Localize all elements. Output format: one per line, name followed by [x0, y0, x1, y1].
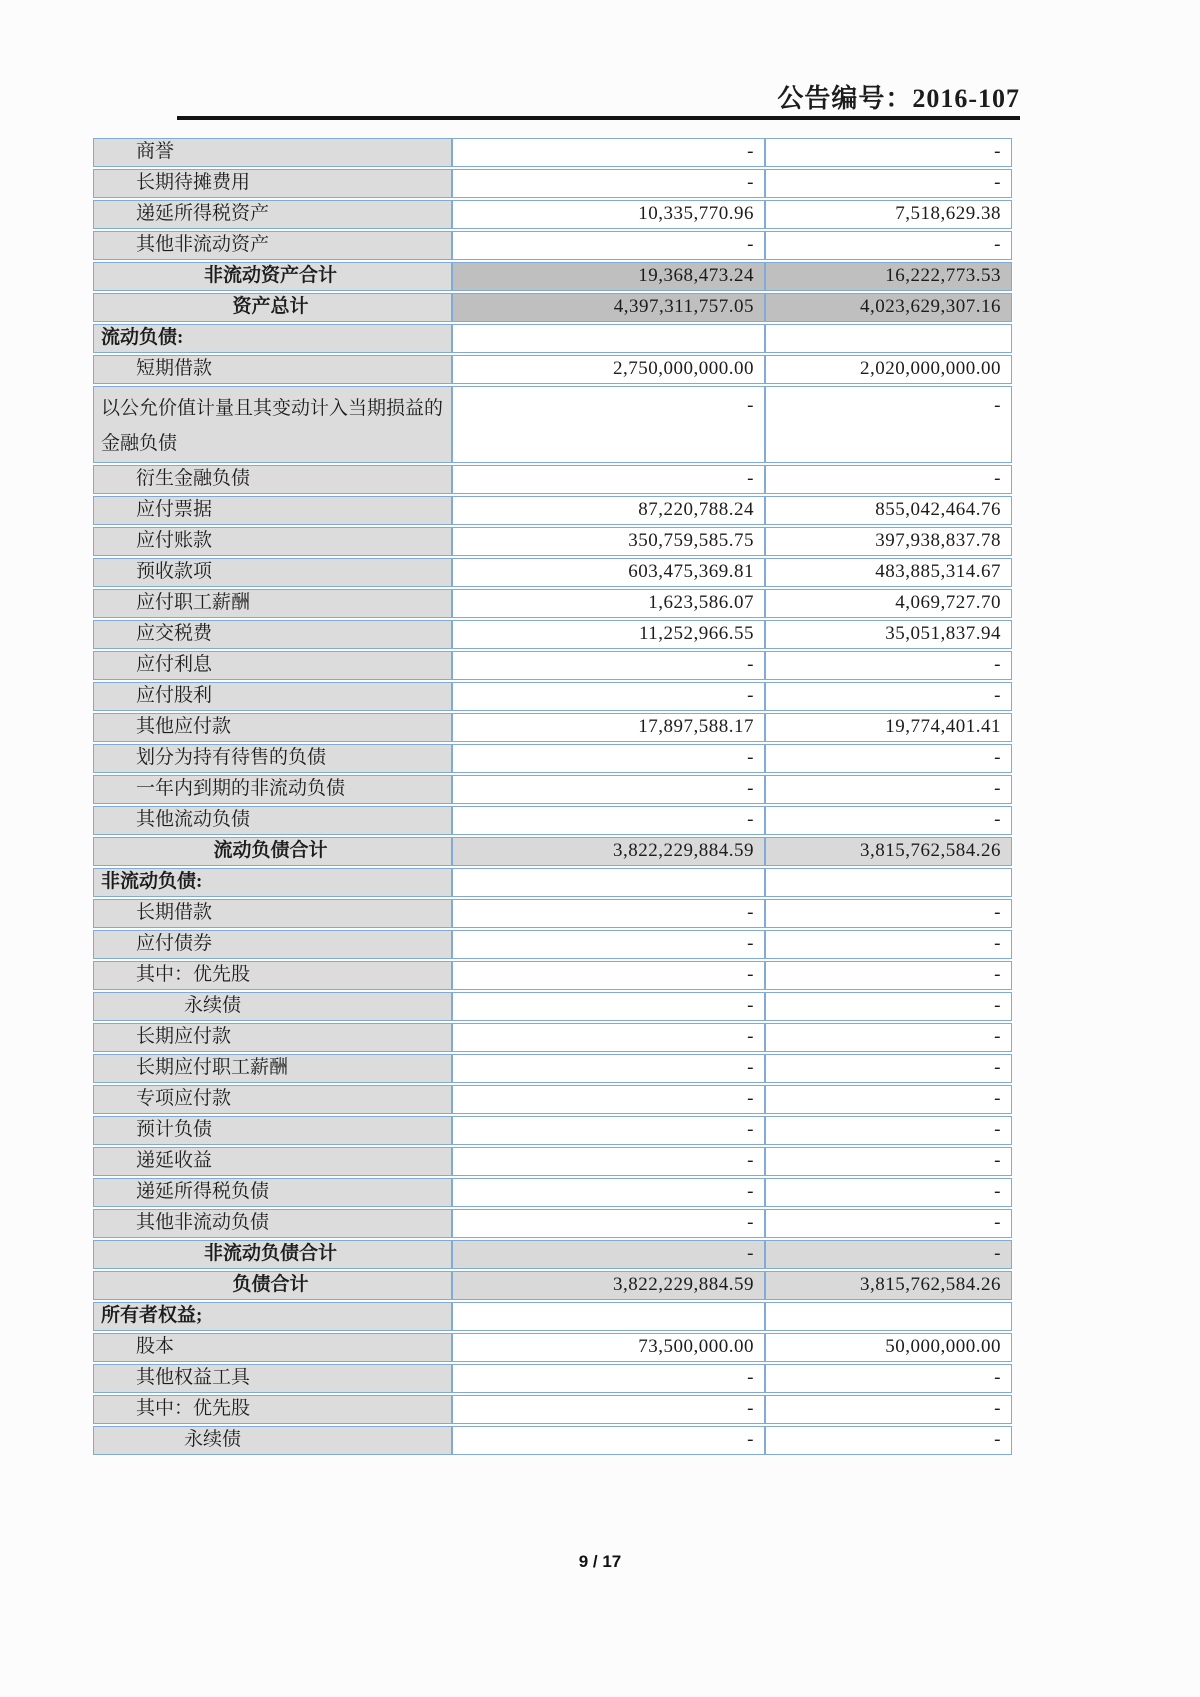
row-label: 应付票据: [93, 496, 452, 525]
row-label: 应付利息: [93, 651, 452, 680]
table-row: [93, 682, 1012, 711]
prior-period-value: -: [765, 806, 1012, 835]
prior-period-value: 16,222,773.53: [765, 262, 1012, 291]
table-row: [93, 527, 1012, 556]
prior-period-value: 3,815,762,584.26: [765, 837, 1012, 866]
row-label: 一年内到期的非流动负债: [93, 775, 452, 804]
prior-period-value: -: [765, 169, 1012, 198]
prior-period-value: -: [765, 992, 1012, 1021]
row-label: 应交税费: [93, 620, 452, 649]
table-row: [93, 930, 1012, 959]
prior-period-value: 397,938,837.78: [765, 527, 1012, 556]
table-row: [93, 1023, 1012, 1052]
row-label: 应付账款: [93, 527, 452, 556]
current-period-value: 3,822,229,884.59: [452, 1271, 765, 1300]
current-period-value: [452, 324, 765, 353]
current-period-value: -: [452, 1209, 765, 1238]
row-label: 专项应付款: [93, 1085, 452, 1114]
row-label: 其他流动负债: [93, 806, 452, 835]
row-label: 以公允价值计量且其变动计入当期损益的金融负债: [93, 386, 452, 463]
prior-period-value: -: [765, 465, 1012, 494]
current-period-value: -: [452, 138, 765, 167]
table-row: [93, 1054, 1012, 1083]
table-row: [93, 1178, 1012, 1207]
row-label: 永续债: [93, 1426, 452, 1455]
table-row: [93, 355, 1012, 384]
prior-period-value: -: [765, 138, 1012, 167]
current-period-value: -: [452, 1116, 765, 1145]
prior-period-value: -: [765, 1147, 1012, 1176]
table-row: [93, 1395, 1012, 1424]
row-label: 其他应付款: [93, 713, 452, 742]
prior-period-value: -: [765, 386, 1012, 463]
prior-period-value: -: [765, 930, 1012, 959]
row-label: 其他非流动资产: [93, 231, 452, 260]
row-label: 短期借款: [93, 355, 452, 384]
prior-period-value: 19,774,401.41: [765, 713, 1012, 742]
table-row: [93, 744, 1012, 773]
prior-period-value: 2,020,000,000.00: [765, 355, 1012, 384]
current-period-value: -: [452, 1426, 765, 1455]
table-row: [93, 262, 1012, 291]
row-label: 资产总计: [93, 293, 452, 322]
current-period-value: -: [452, 806, 765, 835]
row-label: 流动负债合计: [93, 837, 452, 866]
table-row: [93, 992, 1012, 1021]
table-row: [93, 138, 1012, 167]
table-row: [93, 386, 1012, 463]
table-row: [93, 1116, 1012, 1145]
prior-period-value: [765, 1302, 1012, 1331]
row-label: 商誉: [93, 138, 452, 167]
row-label: 递延收益: [93, 1147, 452, 1176]
row-label: 流动负债:: [93, 324, 452, 353]
table-row: [93, 651, 1012, 680]
prior-period-value: 7,518,629.38: [765, 200, 1012, 229]
table-row: [93, 1085, 1012, 1114]
row-label: 所有者权益;: [93, 1302, 452, 1331]
prior-period-value: 483,885,314.67: [765, 558, 1012, 587]
prior-period-value: -: [765, 1085, 1012, 1114]
prior-period-value: -: [765, 651, 1012, 680]
current-period-value: 3,822,229,884.59: [452, 837, 765, 866]
prior-period-value: [765, 868, 1012, 897]
prior-period-value: 35,051,837.94: [765, 620, 1012, 649]
row-label: 应付股利: [93, 682, 452, 711]
current-period-value: -: [452, 1395, 765, 1424]
row-label: 递延所得税资产: [93, 200, 452, 229]
table-row: [93, 231, 1012, 260]
prior-period-value: 50,000,000.00: [765, 1333, 1012, 1362]
current-period-value: 73,500,000.00: [452, 1333, 765, 1362]
table-body: [93, 138, 1012, 1455]
prior-period-value: -: [765, 231, 1012, 260]
prior-period-value: -: [765, 1395, 1012, 1424]
row-label: 预收款项: [93, 558, 452, 587]
table-row: [93, 713, 1012, 742]
table-row: [93, 1147, 1012, 1176]
table-row: [93, 837, 1012, 866]
row-label: 其中：优先股: [93, 961, 452, 990]
current-period-value: 4,397,311,757.05: [452, 293, 765, 322]
row-label: 非流动资产合计: [93, 262, 452, 291]
row-label: 应付债券: [93, 930, 452, 959]
table-row: [93, 899, 1012, 928]
header-rule: [177, 116, 1020, 120]
current-period-value: -: [452, 169, 765, 198]
prior-period-value: -: [765, 1240, 1012, 1269]
current-period-value: -: [452, 1147, 765, 1176]
row-label: 非流动负债:: [93, 868, 452, 897]
row-label: 非流动负债合计: [93, 1240, 452, 1269]
table-row: [93, 620, 1012, 649]
prior-period-value: -: [765, 744, 1012, 773]
prior-period-value: -: [765, 1178, 1012, 1207]
row-label: 长期应付款: [93, 1023, 452, 1052]
current-period-value: 19,368,473.24: [452, 262, 765, 291]
current-period-value: 10,335,770.96: [452, 200, 765, 229]
current-period-value: 350,759,585.75: [452, 527, 765, 556]
current-period-value: 1,623,586.07: [452, 589, 765, 618]
current-period-value: 11,252,966.55: [452, 620, 765, 649]
row-label: 递延所得税负债: [93, 1178, 452, 1207]
prior-period-value: -: [765, 1054, 1012, 1083]
prior-period-value: -: [765, 1023, 1012, 1052]
current-period-value: [452, 868, 765, 897]
current-period-value: 2,750,000,000.00: [452, 355, 765, 384]
table-row: [93, 496, 1012, 525]
table-row: [93, 1333, 1012, 1362]
current-period-value: [452, 1302, 765, 1331]
table-row: [93, 169, 1012, 198]
prior-period-value: 4,023,629,307.16: [765, 293, 1012, 322]
table-row: [93, 293, 1012, 322]
current-period-value: -: [452, 231, 765, 260]
row-label: 负债合计: [93, 1271, 452, 1300]
prior-period-value: -: [765, 775, 1012, 804]
prior-period-value: -: [765, 961, 1012, 990]
prior-period-value: -: [765, 682, 1012, 711]
current-period-value: -: [452, 899, 765, 928]
current-period-value: 603,475,369.81: [452, 558, 765, 587]
row-label: 股本: [93, 1333, 452, 1362]
current-period-value: -: [452, 682, 765, 711]
row-label: 长期应付职工薪酬: [93, 1054, 452, 1083]
prior-period-value: -: [765, 899, 1012, 928]
table-row: [93, 465, 1012, 494]
table-row: [93, 1364, 1012, 1393]
current-period-value: -: [452, 992, 765, 1021]
prior-period-value: -: [765, 1209, 1012, 1238]
row-label: 其他权益工具: [93, 1364, 452, 1393]
balance-sheet-table: [93, 136, 1012, 1457]
prior-period-value: 3,815,762,584.26: [765, 1271, 1012, 1300]
prior-period-value: 855,042,464.76: [765, 496, 1012, 525]
table-row: [93, 558, 1012, 587]
current-period-value: 17,897,588.17: [452, 713, 765, 742]
page-number: 9 / 17: [578, 1552, 622, 1571]
current-period-value: -: [452, 386, 765, 463]
current-period-value: -: [452, 465, 765, 494]
table-row: [93, 775, 1012, 804]
current-period-value: -: [452, 1240, 765, 1269]
current-period-value: -: [452, 651, 765, 680]
current-period-value: -: [452, 1085, 765, 1114]
table-row: [93, 1271, 1012, 1300]
row-label: 其他非流动负债: [93, 1209, 452, 1238]
prior-period-value: -: [765, 1116, 1012, 1145]
current-period-value: -: [452, 930, 765, 959]
current-period-value: -: [452, 1023, 765, 1052]
prior-period-value: 4,069,727.70: [765, 589, 1012, 618]
current-period-value: 87,220,788.24: [452, 496, 765, 525]
current-period-value: -: [452, 1178, 765, 1207]
table-row: [93, 1302, 1012, 1331]
row-label: 划分为持有待售的负债: [93, 744, 452, 773]
table-row: [93, 868, 1012, 897]
prior-period-value: -: [765, 1426, 1012, 1455]
table-row: [93, 1209, 1012, 1238]
table-row: [93, 589, 1012, 618]
row-label: 衍生金融负债: [93, 465, 452, 494]
prior-period-value: -: [765, 1364, 1012, 1393]
row-label: 长期借款: [93, 899, 452, 928]
row-label: 长期待摊费用: [93, 169, 452, 198]
current-period-value: -: [452, 775, 765, 804]
table-row: [93, 324, 1012, 353]
table-row: [93, 806, 1012, 835]
row-label: 预计负债: [93, 1116, 452, 1145]
table-row: [93, 1240, 1012, 1269]
table-row: [93, 1426, 1012, 1455]
prior-period-value: [765, 324, 1012, 353]
row-label: 应付职工薪酬: [93, 589, 452, 618]
table-row: [93, 961, 1012, 990]
row-label: 其中：优先股: [93, 1395, 452, 1424]
announcement-number: 公告编号：2016-107: [777, 84, 1020, 113]
row-label: 永续债: [93, 992, 452, 1021]
table-row: [93, 200, 1012, 229]
current-period-value: -: [452, 961, 765, 990]
current-period-value: -: [452, 1054, 765, 1083]
current-period-value: -: [452, 1364, 765, 1393]
current-period-value: -: [452, 744, 765, 773]
